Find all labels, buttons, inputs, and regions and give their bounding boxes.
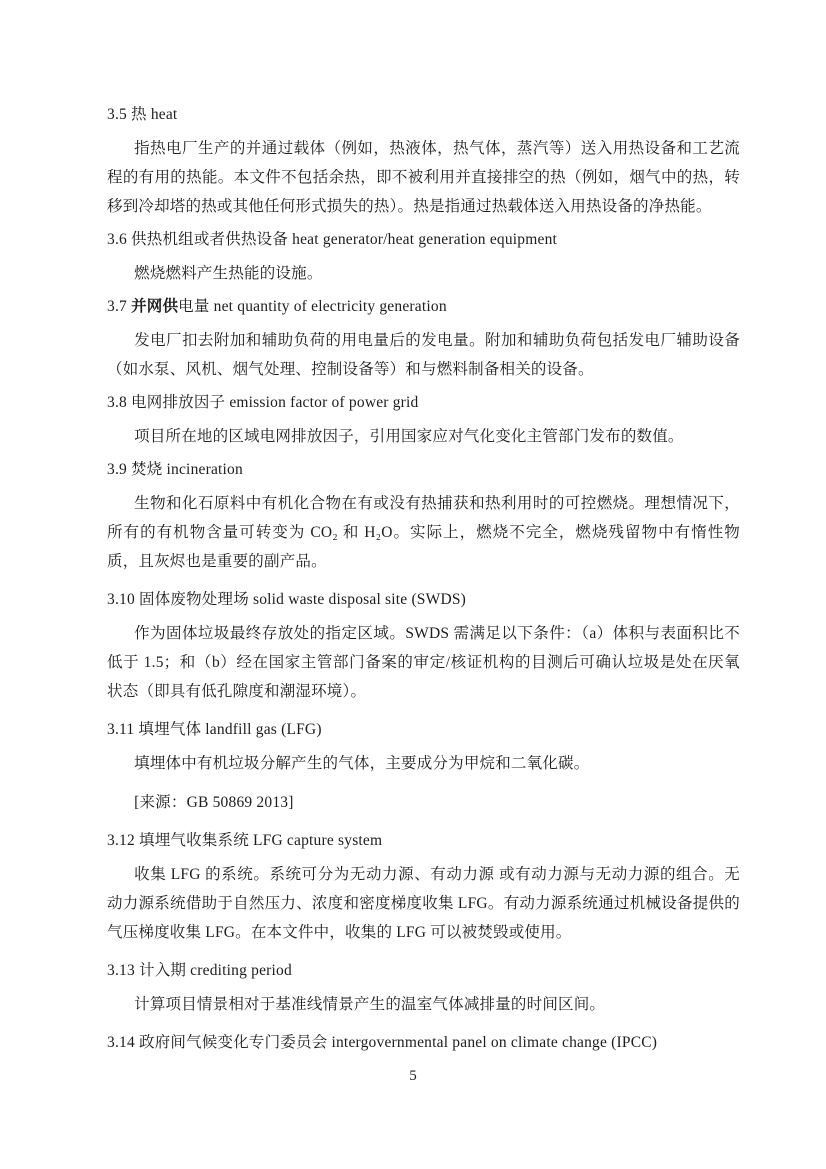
- section-3-5: [107, 100, 740, 221]
- definitions-content: [107, 100, 740, 1057]
- section-heading-3-5: 3.5 热 heat: [107, 106, 178, 123]
- section-paragraph: 燃烧燃料产生热能的设施。: [134, 265, 323, 282]
- section-number: 3.7: [107, 298, 127, 315]
- section-3-13: [107, 956, 740, 1019]
- section-3-8: [107, 388, 740, 451]
- section-heading-3-13: 3.13 计入期 crediting period: [107, 962, 292, 979]
- section-3-7: [107, 292, 740, 384]
- section-paragraph: 填埋体中有机垃圾分解产生的气体，主要成分为甲烷和二氧化碳。: [134, 755, 590, 772]
- section-3-9: [107, 455, 740, 576]
- section-heading-3-11: 3.11 填埋气体 landfill gas (LFG): [107, 721, 322, 738]
- section-paragraph: 发电厂扣去附加和辅助负荷的用电量后的发电量。附加和辅助负荷包括发电厂辅助设备（如水泵、风机、烟气处理、控制设备等）和与燃料制备相关的设备。: [107, 332, 740, 378]
- section-3-10: [107, 585, 740, 706]
- section-3-12: [107, 826, 740, 947]
- section-heading-3-7: [107, 292, 740, 321]
- section-paragraph: 计算项目情景相对于基准线情景产生的温室气体减排量的时间区间。: [134, 996, 606, 1013]
- section-3-11: [107, 715, 740, 817]
- heading-bold-part: 并网供: [131, 298, 179, 315]
- section-paragraph: 生物和化石原料中有机化合物在有或没有热捕获和热利用时的可控燃烧。理想情况下，所有的有机物含量可转变为 CO₂ 和 H₂O。实际上，燃烧不完全，燃烧残留物中有惰性物质，且灰烬也是重要的副产品。: [107, 495, 740, 570]
- source-note: [来源：GB 50869 2013]: [134, 794, 294, 811]
- page-footer: [0, 1062, 826, 1091]
- section-heading-3-9: 3.9 焚烧 incineration: [107, 461, 243, 478]
- section-heading-3-12: 3.12 填埋气收集系统 LFG capture system: [107, 832, 383, 849]
- page-number: 5: [409, 1068, 417, 1084]
- section-3-14: [107, 1028, 740, 1057]
- section-paragraph: 作为固体垃圾最终存放处的指定区域。SWDS 需满足以下条件：（a）体积与表面积比不低于 1.5；和（b）经在国家主管部门备案的审定/核证机构的目测后可确认垃圾是处在厌氧状态（即具有低孔隙度和潮湿环境）。: [107, 625, 740, 700]
- section-heading-3-6: 3.6 供热机组或者供热设备 heat generator/heat generation equipment: [107, 231, 558, 248]
- section-heading-3-10: 3.10 固体废物处理场 solid waste disposal site (SWDS): [107, 591, 467, 608]
- section-paragraph: 项目所在地的区域电网排放因子，引用国家应对气化变化主管部门发布的数值。: [134, 428, 684, 445]
- section-heading-3-8: 3.8 电网排放因子 emission factor of power grid: [107, 394, 419, 411]
- section-paragraph: 收集 LFG 的系统。系统可分为无动力源、有动力源 或有动力源与无动力源的组合。无动力源系统借助于自然压力、浓度和密度梯度收集 LFG。有动力源系统通过机械设备提供的气压梯度收集 LFG。在本文件中，收集的 LFG 可以被焚毁或使用。: [107, 866, 740, 941]
- heading-rest: 电量 net quantity of electricity generation: [178, 298, 447, 315]
- section-paragraph: 指热电厂生产的并通过载体（例如，热液体，热气体，蒸汽等）送入用热设备和工艺流程的有用的热能。本文件不包括余热，即不被利用并直接排空的热（例如，烟气中的热，转移到冷却塔的热或其他任何形式损失的热）。热是指通过热载体送入用热设备的净热能。: [107, 140, 740, 215]
- section-heading-3-14: 3.14 政府间气候变化专门委员会 intergovernmental panel on climate change (IPCC): [107, 1034, 658, 1051]
- section-3-6: [107, 225, 740, 288]
